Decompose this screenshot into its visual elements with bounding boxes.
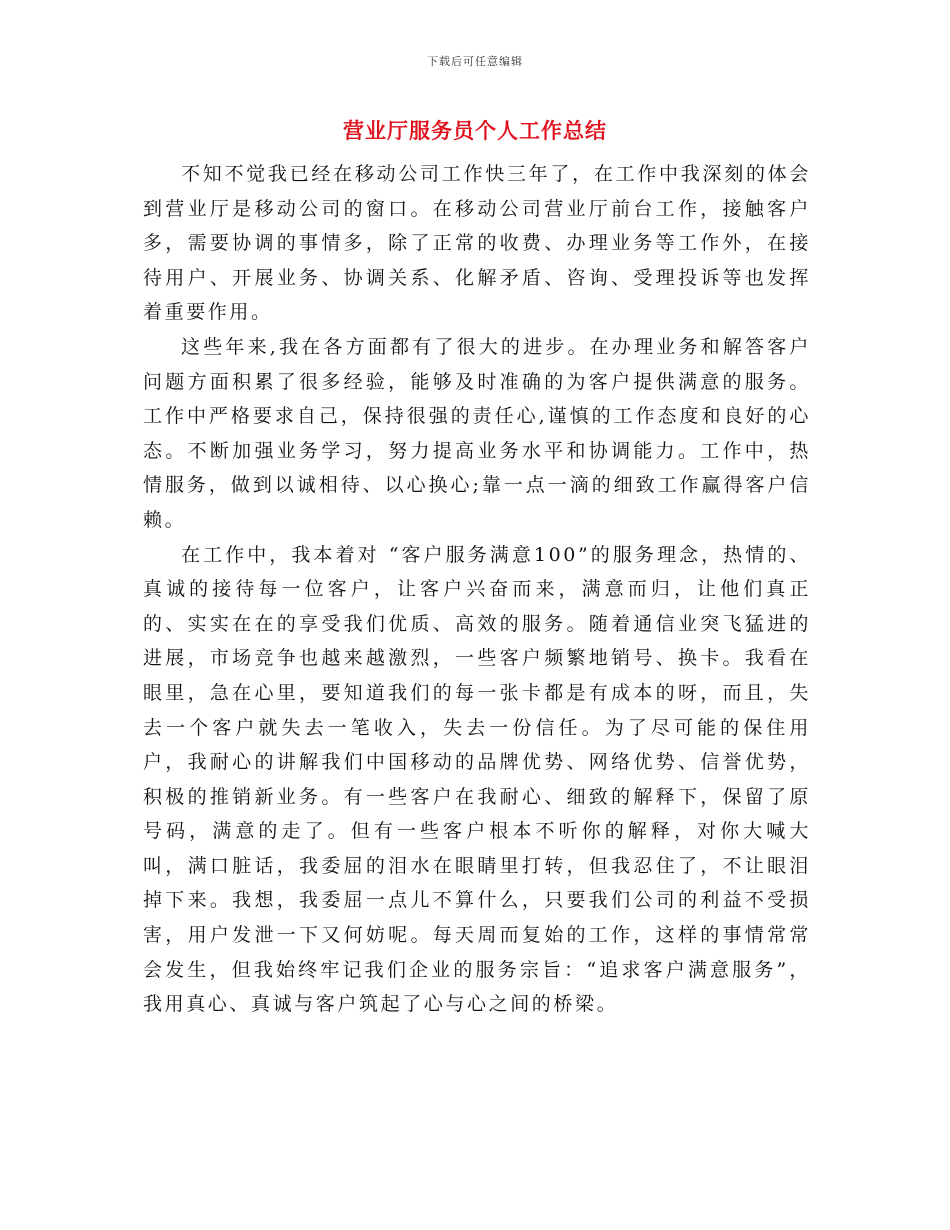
paragraph-1: 不知不觉我已经在移动公司工作快三年了，在工作中我深刻的体会到营业厅是移动公司的窗口。在移动公司营业厅前台工作，接触客户多，需要协调的事情多，除了正常的收费、办理业务等工作外，在接待用户、开展业务、协调关系、化解矛盾、咨询、受理投诉等也发挥着重要作用。 [143, 163, 811, 324]
paragraph-2: 这些年来,我在各方面都有了很大的进步。在办理业务和解答客户问题方面积累了很多经验，能够及时准确的为客户提供满意的服务。工作中严格要求自己，保持很强的责任心,谨慎的工作态度和良好的心态。不断加强业务学习，努力提高业务水平和协调能力。工作中，热情服务，做到以诚相待、以心换心;靠一点一滴的细致工作赢得客户信赖。 [143, 335, 811, 531]
document-title: 营业厅服务员个人工作总结 [343, 119, 607, 143]
paragraph-3: 在工作中，我本着对 “客户服务满意100”的服务理念，热情的、真诚的接待每一位客户，让客户兴奋而来，满意而归，让他们真正的、实实在在的享受我们优质、高效的服务。随着通信业突飞猛进的进展，市场竞争也越来越激烈，一些客户频繁地销号、换卡。我看在眼里，急在心里，要知道我们的每一张卡都是有成本的呀，而且，失去一个客户就失去一笔收入，失去一份信任。为了尽可能的保住用户，我耐心的讲解我们中国移动的品牌优势、网络优势、信誉优势，积极的推销新业务。有一些客户在我耐心、细致的解释下，保留了原号码，满意的走了。但有一些客户根本不听你的解释，对你大喊大叫，满口脏话，我委屈的泪水在眼睛里打转，但我忍住了，不让眼泪掉下来。我想，我委屈一点儿不算什么，只要我们公司的利益不受损害，用户发泄一下又何妨呢。每天周而复始的工作，这样的事情常常会发生，但我始终牢记我们企业的服务宗旨：“追求客户满意服务”，我用真心、真诚与客户筑起了心与心之间的桥梁。 [143, 543, 811, 1016]
header-note: 下载后可任意编辑 [427, 55, 523, 68]
document-body [143, 157, 811, 1022]
